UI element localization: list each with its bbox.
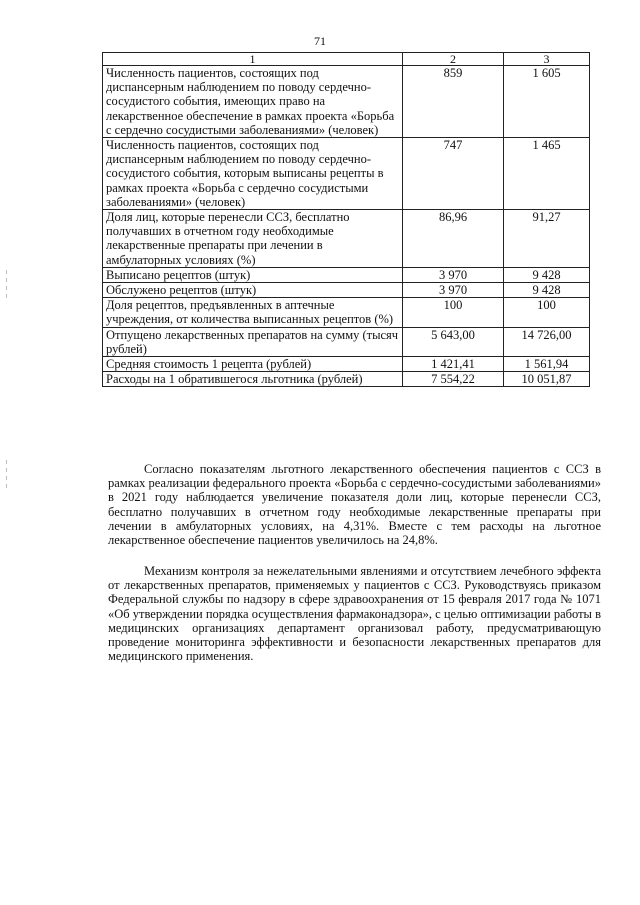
table-row — [103, 372, 590, 387]
row-value-col3: 1 561,94 — [504, 357, 590, 372]
row-label: Средняя стоимость 1 рецепта (рублей) — [103, 357, 403, 372]
row-label: Доля рецептов, предъявленных в аптечные учреждения, от количества выписанных рецептов (%) — [103, 298, 403, 327]
row-label: Численность пациентов, состоящих под диспансерным наблюдением по поводу сердечно-сосудистого события, которым выписаны рецепты в рамках проекта «Борьба с сердечно сосудистыми заболеваниями» (человек) — [103, 138, 403, 210]
row-label: Расходы на 1 обратившегося льготника (рублей) — [103, 372, 403, 387]
row-value-col2: 747 — [403, 138, 504, 210]
row-value-col3: 14 726,00 — [504, 327, 590, 356]
row-value-col2: 7 554,22 — [403, 372, 504, 387]
body-paragraph-1: Согласно показателям льготного лекарственного обеспечения пациентов с ССЗ в рамках реализации федерального проекта «Борьба с сердечно-сосудистыми заболеваниями» в 2021 году наблюдается увеличение показателя доли лиц, которые перенесли ССЗ, бесплатно получавших в отчетном году необходимые лекарственные препараты при лечении в амбулаторных условиях, на 4,31%. Вместе с тем расходы на льготное лекарственное обеспечение пациентов увеличилось на 24,8%. — [108, 462, 601, 548]
table-row — [103, 327, 590, 356]
row-label: Отпущено лекарственных препаратов на сумму (тысяч рублей) — [103, 327, 403, 356]
table-row — [103, 298, 590, 327]
column-header-2: 2 — [403, 53, 504, 66]
row-value-col2: 3 970 — [403, 267, 504, 282]
table-row — [103, 357, 590, 372]
statistics-table — [102, 52, 590, 387]
row-value-col2: 3 970 — [403, 283, 504, 298]
column-header-3: 3 — [504, 53, 590, 66]
row-value-col2: 86,96 — [403, 210, 504, 268]
row-value-col2: 5 643,00 — [403, 327, 504, 356]
row-value-col2: 100 — [403, 298, 504, 327]
row-value-col3: 1 605 — [504, 66, 590, 138]
table-row — [103, 66, 590, 138]
row-value-col2: 1 421,41 — [403, 357, 504, 372]
table-row — [103, 210, 590, 268]
table-header-row — [103, 53, 590, 66]
row-value-col3: 9 428 — [504, 283, 590, 298]
margin-marks-lower — [6, 460, 9, 492]
margin-marks-upper — [6, 270, 9, 302]
row-value-col3: 100 — [504, 298, 590, 327]
column-header-1: 1 — [103, 53, 403, 66]
table-row — [103, 138, 590, 210]
row-label: Обслужено рецептов (штук) — [103, 283, 403, 298]
row-value-col3: 10 051,87 — [504, 372, 590, 387]
row-label: Доля лиц, которые перенесли ССЗ, бесплатно получавших в отчетном году необходимые лекарственные препараты при лечении в амбулаторных условиях (%) — [103, 210, 403, 268]
row-label: Численность пациентов, состоящих под диспансерным наблюдением по поводу сердечно-сосудистого события, имеющих право на лекарственное обеспечение в рамках проекта «Борьба с сердечно сосудистыми заболеваниями» (человек) — [103, 66, 403, 138]
table-row — [103, 267, 590, 282]
page-number: 71 — [314, 34, 326, 48]
body-paragraph-2: Механизм контроля за нежелательными явлениями и отсутствием лечебного эффекта от лекарственных препаратов, применяемых у пациентов с ССЗ. Руководствуясь приказом Федеральной службы по надзору в сфере здравоохранения от 15 февраля 2017 года № 1071 «Об утверждении порядка осуществления фармаконадзора», с целью оптимизации работы в медицинских организациях департамент организовал работу, предусматривающую проведение мониторинга эффективности и безопасности лекарственных препаратов для медицинского применения. — [108, 564, 601, 664]
row-value-col3: 91,27 — [504, 210, 590, 268]
row-value-col3: 9 428 — [504, 267, 590, 282]
row-value-col2: 859 — [403, 66, 504, 138]
row-value-col3: 1 465 — [504, 138, 590, 210]
row-label: Выписано рецептов (штук) — [103, 267, 403, 282]
table-row — [103, 283, 590, 298]
